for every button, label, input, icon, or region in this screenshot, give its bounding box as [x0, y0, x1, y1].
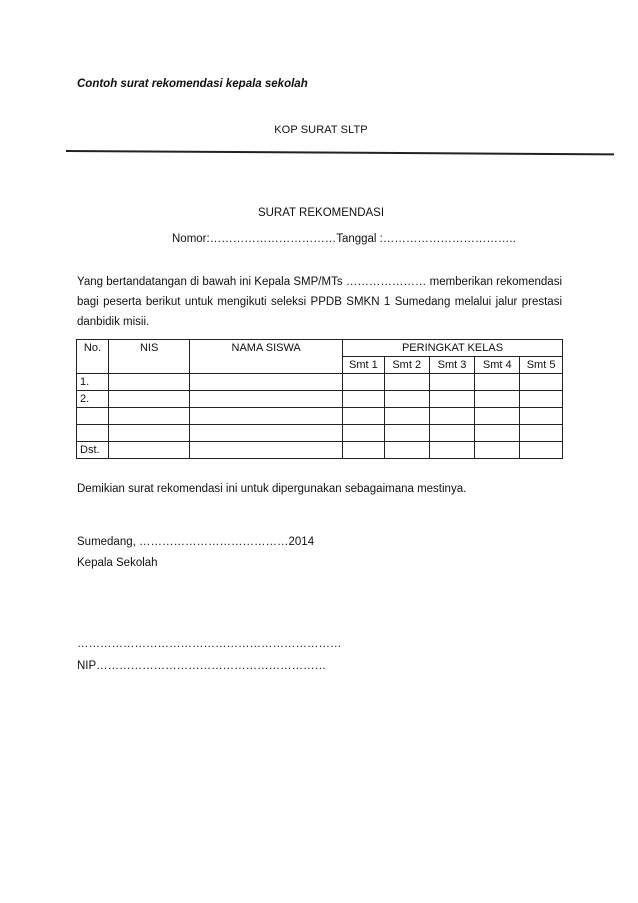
cell-smt: [384, 391, 429, 408]
letter-intro-paragraph: Yang bertandatangan di bawah ini Kepala SMP/MTs ………………… memberikan rekomendasi bagi peserta berikut untuk mengikuti seleksi PPDB SMKN 1 Sumedang melalui jalur prestasi danbidik misii.: [77, 276, 562, 328]
cell-nama: [190, 408, 343, 425]
header-smt-3: Smt 3: [429, 357, 475, 374]
example-title: Contoh surat rekomendasi kepala sekolah: [77, 78, 308, 90]
cell-smt: [475, 425, 520, 442]
cell-smt: [343, 374, 385, 391]
cell-smt: [429, 408, 475, 425]
cell-smt: [343, 408, 385, 425]
cell-nama: [190, 425, 343, 442]
header-smt-2: Smt 2: [384, 357, 429, 374]
signature-line: ……………………………………………………………: [77, 638, 342, 650]
header-no: No.: [77, 340, 109, 374]
closing-sentence: Demikian surat rekomendasi ini untuk dipergunakan sebagaimana mestinya.: [77, 483, 467, 495]
row-number: Dst.: [77, 442, 109, 459]
header-smt-5: Smt 5: [520, 357, 563, 374]
cell-nis: [108, 391, 189, 408]
letter-number-line: Nomor:……………………………Tanggal :……………………………..: [172, 233, 516, 245]
cell-smt: [384, 442, 429, 459]
header-nama-siswa: NAMA SISWA: [190, 340, 343, 374]
cell-nis: [108, 374, 189, 391]
cell-smt: [475, 374, 520, 391]
cell-smt: [520, 408, 563, 425]
cell-smt: [384, 408, 429, 425]
cell-nis: [108, 442, 189, 459]
cell-smt: [384, 425, 429, 442]
cell-smt: [475, 408, 520, 425]
letter-title: SURAT REKOMENDASI: [257, 207, 385, 219]
cell-smt: [429, 425, 475, 442]
header-smt-4: Smt 4: [475, 357, 520, 374]
table-row: [77, 425, 563, 442]
cell-nama: [190, 374, 343, 391]
letterhead-title: KOP SURAT SLTP: [274, 124, 368, 136]
cell-nis: [108, 425, 189, 442]
cell-nis: [108, 408, 189, 425]
cell-nama: [190, 391, 343, 408]
student-table: [76, 339, 563, 459]
cell-smt: [429, 442, 475, 459]
cell-smt: [343, 442, 385, 459]
cell-smt: [429, 391, 475, 408]
letterhead-divider: [66, 150, 614, 155]
place-date: Sumedang, …………………………………2014: [77, 536, 315, 548]
table-row: [77, 391, 563, 408]
cell-smt: [475, 442, 520, 459]
cell-smt: [343, 391, 385, 408]
cell-smt: [520, 425, 563, 442]
header-peringkat-kelas: PERINGKAT KELAS: [343, 340, 563, 357]
row-number: 2.: [77, 391, 109, 408]
table-row: [77, 408, 563, 425]
cell-smt: [343, 425, 385, 442]
table-row: [77, 374, 563, 391]
cell-smt: [475, 391, 520, 408]
table-row: [77, 442, 563, 459]
row-number: [77, 408, 109, 425]
cell-smt: [520, 391, 563, 408]
row-number: [77, 425, 109, 442]
nip-line: NIP……………………………………………………: [77, 660, 327, 672]
cell-smt: [520, 442, 563, 459]
signer-title: Kepala Sekolah: [77, 557, 158, 569]
cell-smt: [520, 374, 563, 391]
header-smt-1: Smt 1: [343, 357, 385, 374]
cell-nama: [190, 442, 343, 459]
header-nis: NIS: [108, 340, 189, 374]
row-number: 1.: [77, 374, 109, 391]
cell-smt: [429, 374, 475, 391]
cell-smt: [384, 374, 429, 391]
